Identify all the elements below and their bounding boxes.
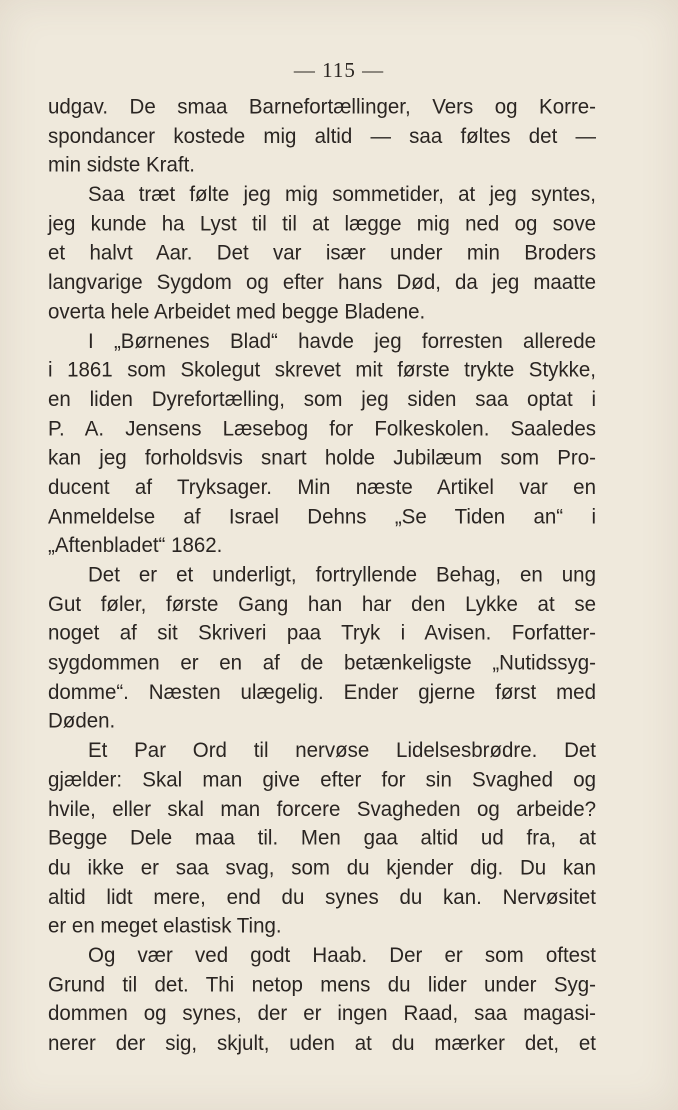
text-line: jeg kunde ha Lyst til til at lægge mig ned og sove [48,212,596,236]
text-line: Grund til det. Thi netop mens du lider under Syg- [48,972,596,997]
text-line: Begge Dele maa til. Men gaa altid ud fra, at [48,826,596,851]
text-line: Gut føler, første Gang han har den Lykke at se [48,592,596,616]
text-line: altid lidt mere, end du synes du kan. Nervøsitet [48,885,596,909]
text-line: Et Par Ord til nervøse Lidelsesbrødre. Det [88,738,596,763]
text-line: udgav. De smaa Barnefortællinger, Vers og Korre- [48,95,596,119]
text-line: hvile, eller skal man forcere Svagheden og arbeide? [48,797,596,821]
text-line: gjælder: Skal man give efter for sin Svaghed og [48,768,596,792]
text-line: min sidste Kraft. [48,153,195,178]
text-line: overta hele Arbeidet med begge Bladene. [48,299,426,324]
text-line: dommen og synes, der er ingen Raad, saa magasi- [48,1002,596,1026]
text-line: domme“. Næsten ulægelig. Ender gjerne først med [48,680,596,704]
text-line: nerer der sig, skjult, uden at du mærker det, et [48,1031,596,1055]
text-line: spondancer kostede mig altid — saa føltes det — [48,124,596,148]
text-line: „Aftenbladet“ 1862. [48,533,223,558]
text-line: I „Børnenes Blad“ havde jeg forresten allerede [88,329,596,353]
text-line: Det er et underligt, fortryllende Behag, en ung [88,563,596,587]
text-line: Og vær ved godt Haab. Der er som oftest [88,943,596,968]
text-line: et halvt Aar. Det var især under min Broders [48,241,596,265]
text-line: kan jeg forholdsvis snart holde Jubilæum som Pro- [48,446,596,470]
text-line: sygdommen er en af de betænkeligste „Nutidssyg- [48,651,596,675]
text-line: langvarige Sygdom og efter hans Død, da jeg maatte [48,270,596,295]
text-line: du ikke er saa svag, som du kjender dig. Du kan [48,855,596,880]
text-line: Anmeldelse af Israel Dehns „Se Tiden an“ i [48,504,596,529]
text-line: er en meget elastisk Ting. [48,914,282,938]
text-line: P. A. Jensens Læsebog for Folkeskolen. Saaledes [48,416,596,441]
text-line: en liden Dyrefortælling, som jeg siden saa optat i [48,387,596,412]
text-line: Døden. [48,709,116,733]
text-line: noget af sit Skriveri paa Tryk i Avisen. Forfatter- [48,621,596,646]
text-line: ducent af Tryksager. Min næste Artikel var en [48,475,596,499]
text-line: i 1861 som Skolegut skrevet mit første trykte Stykke, [48,358,596,382]
page-number: — 115 — [293,58,385,82]
text-line: Saa træt følte jeg mig sommetider, at jeg syntes, [88,182,596,207]
body-text [48,93,596,1059]
